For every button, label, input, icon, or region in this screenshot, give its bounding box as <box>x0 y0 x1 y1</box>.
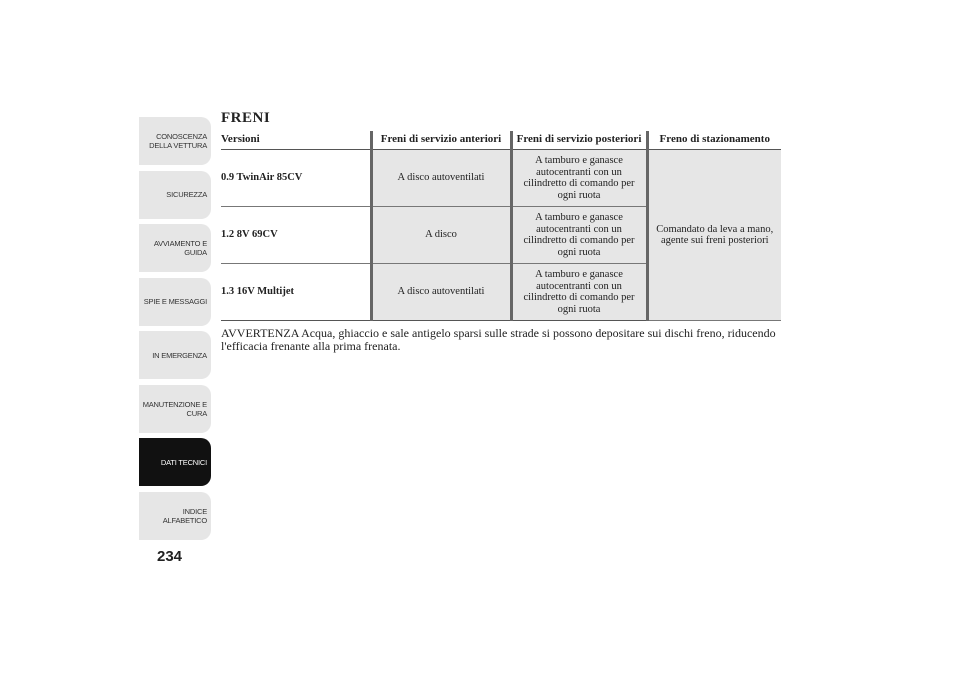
tab-label: AVVIAMENTO E GUIDA <box>153 239 207 257</box>
tab-sicurezza[interactable] <box>139 171 211 219</box>
tab-label: INDICE ALFABETICO <box>162 506 207 525</box>
warning-note: AVVERTENZA Acqua, ghiaccio e sale antigelo sparsi sulle strade si possono depositare sui dischi freno, riducendo l'efficacia frenante alla prima frenata. <box>221 326 776 353</box>
section-title: FRENI <box>221 110 271 126</box>
chapter-sidebar <box>139 117 211 545</box>
tab-label: IN EMERGENZA <box>152 350 207 360</box>
tab-indice-alfabetico[interactable] <box>139 492 211 540</box>
row-rear-brake: A tamburo e ganasce autocentranti con un cilindretto di comando per ogni ruota <box>511 264 647 321</box>
main-content <box>221 110 781 353</box>
tab-manutenzione-e-cura[interactable] <box>139 385 211 433</box>
row-front-brake: A disco autoventilati <box>371 150 511 207</box>
tab-label: SICUREZZA <box>166 190 207 199</box>
tab-conoscenza-della-vettura[interactable] <box>139 117 211 165</box>
row-front-brake: A disco <box>371 207 511 264</box>
table-header-row <box>221 131 781 150</box>
tab-dati-tecnici[interactable] <box>139 438 211 486</box>
tab-in-emergenza[interactable] <box>139 331 211 379</box>
row-version: 1.2 8V 69CV <box>221 207 371 264</box>
tab-avviamento-e-guida[interactable] <box>139 224 211 272</box>
brakes-table <box>221 131 781 321</box>
parking-brake-cell: Comandato da leva a mano, agente sui freni posteriori <box>647 150 781 321</box>
header-parking-brake: Freno di stazionamento <box>647 131 781 150</box>
row-front-brake: A disco autoventilati <box>371 264 511 321</box>
tab-label: DATI TECNICI <box>160 457 207 467</box>
row-rear-brake: A tamburo e ganasce autocentranti con un cilindretto di comando per ogni ruota <box>511 207 647 264</box>
header-versions: Versioni <box>221 131 371 150</box>
tab-label: MANUTENZIONE E CURA <box>142 399 207 418</box>
header-rear-brakes: Freni di servizio posteriori <box>511 131 647 150</box>
row-version: 0.9 TwinAir 85CV <box>221 150 371 207</box>
tab-spie-e-messaggi[interactable] <box>139 278 211 326</box>
page-number: 234 <box>157 548 183 565</box>
table-row <box>221 150 781 207</box>
tab-label: CONOSCENZA DELLA VETTURA <box>149 132 207 150</box>
row-version: 1.3 16V Multijet <box>221 264 371 321</box>
tab-label: SPIE E MESSAGGI <box>143 297 207 306</box>
row-rear-brake: A tamburo e ganasce autocentranti con un cilindretto di comando per ogni ruota <box>511 150 647 207</box>
header-front-brakes: Freni di servizio anteriori <box>371 131 511 150</box>
